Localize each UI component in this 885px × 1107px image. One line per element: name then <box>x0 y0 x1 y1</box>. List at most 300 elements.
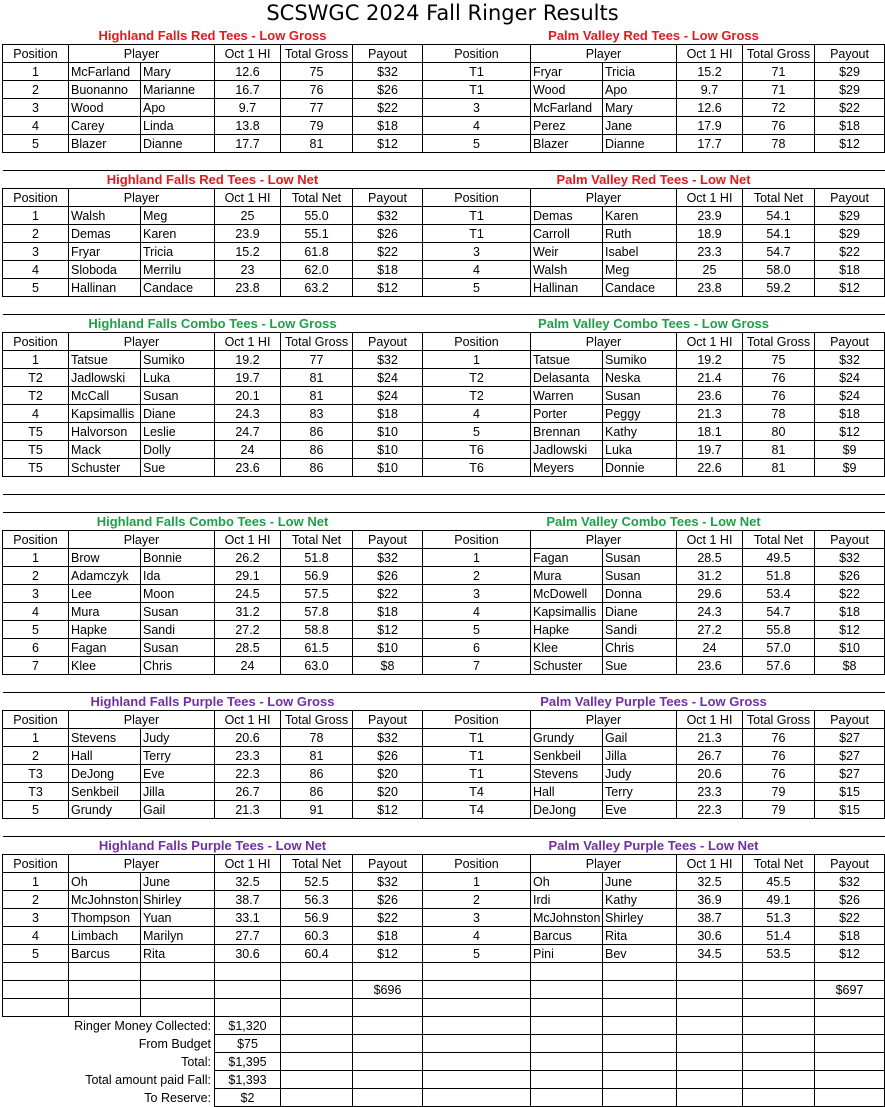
empty-cell <box>815 1089 885 1107</box>
total-cell: 81 <box>281 387 353 405</box>
spacer-row <box>3 675 423 693</box>
total-cell: 52.5 <box>281 873 353 891</box>
table-row <box>3 765 423 783</box>
empty-cell <box>141 153 215 171</box>
payout-total-row <box>423 981 885 999</box>
handicap-cell: 31.2 <box>677 567 743 585</box>
last-name-cell: Jadlowski <box>69 369 141 387</box>
header-total: Total Net <box>281 855 353 873</box>
first-name-cell: Sandi <box>603 621 677 639</box>
total-cell: 81 <box>743 441 815 459</box>
empty-cell <box>815 477 885 495</box>
table-row <box>423 639 885 657</box>
empty-cell <box>603 999 677 1017</box>
spacer-row <box>3 153 423 171</box>
empty-cell <box>353 153 423 171</box>
section-title: Highland Falls Combo Tees - Low Gross <box>88 315 337 331</box>
empty-cell <box>3 981 69 999</box>
first-name-cell: Karen <box>141 225 215 243</box>
header-player: Player <box>69 711 215 729</box>
first-name-cell: Terry <box>603 783 677 801</box>
first-name-cell: June <box>141 873 215 891</box>
column-header-row <box>423 45 885 63</box>
section-title: Palm Valley Combo Tees - Low Net <box>546 513 761 529</box>
last-name-cell: Weir <box>531 243 603 261</box>
payout-total: $696 <box>353 981 423 999</box>
last-name-cell: Wood <box>69 99 141 117</box>
first-name-cell: Sue <box>603 657 677 675</box>
total-cell: 80 <box>743 423 815 441</box>
header-position: Position <box>423 45 531 63</box>
handicap-cell: 18.9 <box>677 225 743 243</box>
empty-cell <box>743 1053 815 1071</box>
empty-cell <box>423 297 531 315</box>
payout-cell: $26 <box>815 891 885 909</box>
payout-cell: $18 <box>353 927 423 945</box>
empty-cell <box>815 297 885 315</box>
empty-cell <box>603 819 677 837</box>
payout-cell: $12 <box>353 135 423 153</box>
first-name-cell: Susan <box>603 567 677 585</box>
position-cell: T2 <box>423 387 531 405</box>
table-row <box>3 423 423 441</box>
handicap-cell: 32.5 <box>215 873 281 891</box>
header-player: Player <box>69 45 215 63</box>
summary-value: $1,393 <box>215 1071 281 1089</box>
total-cell: 75 <box>743 351 815 369</box>
handicap-cell: 23.6 <box>677 657 743 675</box>
spacer-row <box>3 297 423 315</box>
position-cell: T5 <box>3 423 69 441</box>
empty-cell <box>215 999 281 1017</box>
handicap-cell: 29.1 <box>215 567 281 585</box>
table-row <box>3 243 423 261</box>
last-name-cell: Stevens <box>531 765 603 783</box>
empty-cell <box>281 981 353 999</box>
header-payout: Payout <box>353 189 423 207</box>
handicap-cell: 23.8 <box>215 279 281 297</box>
table-row <box>423 549 885 567</box>
total-cell: 51.4 <box>743 927 815 945</box>
handicap-cell: 24.3 <box>215 405 281 423</box>
spacer-row <box>423 1017 885 1035</box>
total-cell: 51.8 <box>743 567 815 585</box>
header-oct-hi: Oct 1 HI <box>215 531 281 549</box>
empty-cell <box>815 963 885 981</box>
handicap-cell: 23.9 <box>677 207 743 225</box>
first-name-cell: Dianne <box>603 135 677 153</box>
empty-cell <box>531 675 603 693</box>
last-name-cell: Lee <box>69 585 141 603</box>
last-name-cell: Walsh <box>531 261 603 279</box>
spacer-row <box>423 297 885 315</box>
total-cell: 58.8 <box>281 621 353 639</box>
empty-cell <box>141 963 215 981</box>
table-row <box>423 441 885 459</box>
first-name-cell: Sumiko <box>603 351 677 369</box>
total-cell: 49.5 <box>743 549 815 567</box>
empty-cell <box>677 819 743 837</box>
first-name-cell: Susan <box>141 603 215 621</box>
total-cell: 81 <box>281 369 353 387</box>
last-name-cell: Schuster <box>531 657 603 675</box>
payout-cell: $9 <box>815 459 885 477</box>
table-row <box>423 729 885 747</box>
first-name-cell: Ida <box>141 567 215 585</box>
section-title-row <box>423 837 885 855</box>
header-total: Total Net <box>743 531 815 549</box>
payout-total: $697 <box>815 981 885 999</box>
payout-cell: $12 <box>353 945 423 963</box>
empty-cell <box>215 819 281 837</box>
header-position: Position <box>423 333 531 351</box>
header-position: Position <box>3 711 69 729</box>
handicap-cell: 27.7 <box>215 927 281 945</box>
table-row <box>3 207 423 225</box>
last-name-cell: Tatsue <box>531 351 603 369</box>
position-cell: 3 <box>423 99 531 117</box>
empty-cell <box>423 1053 531 1071</box>
handicap-cell: 24 <box>215 441 281 459</box>
handicap-cell: 38.7 <box>677 909 743 927</box>
handicap-cell: 21.3 <box>215 801 281 819</box>
empty-cell <box>743 1035 815 1053</box>
position-cell: 4 <box>3 117 69 135</box>
last-name-cell: Fryar <box>531 63 603 81</box>
section-title-row <box>423 513 885 531</box>
position-cell: 3 <box>3 243 69 261</box>
empty-cell <box>743 981 815 999</box>
summary-label: Ringer Money Collected: <box>74 1018 211 1033</box>
summary-row <box>3 1035 423 1053</box>
handicap-cell: 23.3 <box>677 243 743 261</box>
position-cell: 5 <box>3 945 69 963</box>
first-name-cell: Mary <box>603 99 677 117</box>
header-oct-hi: Oct 1 HI <box>215 855 281 873</box>
empty-cell <box>531 1071 603 1089</box>
payout-cell: $12 <box>815 423 885 441</box>
empty-cell <box>815 999 885 1017</box>
section-title: Palm Valley Red Tees - Low Net <box>556 171 751 187</box>
column-header-row <box>423 333 885 351</box>
total-cell: 86 <box>281 459 353 477</box>
empty-cell <box>743 963 815 981</box>
empty-cell <box>3 999 69 1017</box>
empty-cell <box>531 1035 603 1053</box>
table-row <box>423 621 885 639</box>
payout-cell: $27 <box>815 765 885 783</box>
spacer-row <box>423 495 885 513</box>
last-name-cell: Mura <box>531 567 603 585</box>
first-name-cell: Susan <box>603 549 677 567</box>
handicap-cell: 19.2 <box>215 351 281 369</box>
spacer-row <box>3 477 423 495</box>
table-row <box>423 135 885 153</box>
header-total: Total Net <box>743 855 815 873</box>
header-oct-hi: Oct 1 HI <box>677 855 743 873</box>
table-row <box>423 207 885 225</box>
header-player: Player <box>531 189 677 207</box>
position-cell: 4 <box>3 405 69 423</box>
position-cell: 5 <box>423 945 531 963</box>
payout-cell: $24 <box>815 387 885 405</box>
payout-cell: $26 <box>353 81 423 99</box>
header-oct-hi: Oct 1 HI <box>215 189 281 207</box>
first-name-cell: Luka <box>603 441 677 459</box>
section-title: Highland Falls Combo Tees - Low Net <box>96 513 329 529</box>
first-name-cell: Kathy <box>603 423 677 441</box>
position-cell: 4 <box>423 603 531 621</box>
payout-cell: $32 <box>815 873 885 891</box>
header-total: Total Net <box>281 189 353 207</box>
first-name-cell: Susan <box>603 387 677 405</box>
summary-label: To Reserve: <box>144 1090 211 1105</box>
column-header-row <box>3 189 423 207</box>
section-title: Highland Falls Red Tees - Low Net <box>106 171 319 187</box>
section-title: Palm Valley Combo Tees - Low Gross <box>538 315 769 331</box>
payout-cell: $29 <box>815 225 885 243</box>
first-name-cell: Gail <box>141 801 215 819</box>
total-cell: 76 <box>743 765 815 783</box>
payout-cell: $8 <box>815 657 885 675</box>
first-name-cell: Tricia <box>141 243 215 261</box>
last-name-cell: McJohnston <box>531 909 603 927</box>
last-name-cell: Stevens <box>69 729 141 747</box>
position-cell: 5 <box>3 801 69 819</box>
column-header-row <box>423 189 885 207</box>
total-cell: 76 <box>743 747 815 765</box>
header-payout: Payout <box>353 333 423 351</box>
last-name-cell: DeJong <box>531 801 603 819</box>
spacer-row <box>3 963 423 981</box>
first-name-cell: Moon <box>141 585 215 603</box>
position-cell: 2 <box>3 747 69 765</box>
summary-row <box>3 1089 423 1107</box>
header-player: Player <box>69 855 215 873</box>
empty-cell <box>69 819 141 837</box>
first-name-cell: Rita <box>141 945 215 963</box>
column-header-row <box>3 333 423 351</box>
empty-cell <box>215 495 281 513</box>
table-row <box>3 639 423 657</box>
position-cell: T3 <box>3 783 69 801</box>
table-row <box>423 369 885 387</box>
payout-cell: $32 <box>353 873 423 891</box>
summary-label: Total amount paid Fall: <box>85 1072 211 1087</box>
first-name-cell: Luka <box>141 369 215 387</box>
total-cell: 57.6 <box>743 657 815 675</box>
position-cell: 5 <box>423 423 531 441</box>
empty-cell <box>141 819 215 837</box>
last-name-cell: Perez <box>531 117 603 135</box>
header-player: Player <box>531 531 677 549</box>
section-title-row <box>423 315 885 333</box>
empty-cell <box>353 1017 423 1035</box>
empty-cell <box>531 999 603 1017</box>
total-cell: 79 <box>743 783 815 801</box>
header-oct-hi: Oct 1 HI <box>677 531 743 549</box>
payout-cell: $18 <box>353 405 423 423</box>
table-row <box>423 243 885 261</box>
empty-cell <box>531 981 603 999</box>
total-cell: 54.7 <box>743 603 815 621</box>
empty-cell <box>603 495 677 513</box>
empty-cell <box>677 1053 743 1071</box>
empty-cell <box>141 981 215 999</box>
table-row <box>3 441 423 459</box>
summary-row <box>3 1071 423 1089</box>
empty-cell <box>743 1071 815 1089</box>
empty-cell <box>603 1071 677 1089</box>
total-cell: 57.8 <box>281 603 353 621</box>
total-cell: 63.0 <box>281 657 353 675</box>
table-row <box>423 351 885 369</box>
position-cell: 7 <box>423 657 531 675</box>
last-name-cell: Senkbeil <box>531 747 603 765</box>
empty-cell <box>677 477 743 495</box>
empty-cell <box>603 1017 677 1035</box>
last-name-cell: Walsh <box>69 207 141 225</box>
section-title-row <box>3 315 423 333</box>
position-cell: 4 <box>3 927 69 945</box>
header-total: Total Gross <box>743 333 815 351</box>
position-cell: 3 <box>3 99 69 117</box>
position-cell: 5 <box>3 279 69 297</box>
handicap-cell: 12.6 <box>215 63 281 81</box>
section-title-row <box>3 513 423 531</box>
payout-cell: $12 <box>353 279 423 297</box>
first-name-cell: Sumiko <box>141 351 215 369</box>
header-position: Position <box>3 189 69 207</box>
header-player: Player <box>69 333 215 351</box>
empty-cell <box>531 1053 603 1071</box>
summary-value: $1,395 <box>215 1053 281 1071</box>
position-cell: T1 <box>423 747 531 765</box>
handicap-cell: 17.7 <box>677 135 743 153</box>
total-cell: 71 <box>743 81 815 99</box>
position-cell: 1 <box>3 729 69 747</box>
payout-cell: $10 <box>353 441 423 459</box>
table-row <box>3 117 423 135</box>
first-name-cell: Shirley <box>141 891 215 909</box>
empty-cell <box>677 297 743 315</box>
handicap-cell: 27.2 <box>215 621 281 639</box>
empty-cell <box>3 675 69 693</box>
header-position: Position <box>423 189 531 207</box>
header-total: Total Gross <box>281 711 353 729</box>
position-cell: T1 <box>423 63 531 81</box>
first-name-cell: Candace <box>603 279 677 297</box>
handicap-cell: 15.2 <box>215 243 281 261</box>
first-name-cell: Apo <box>141 99 215 117</box>
empty-cell <box>531 1089 603 1107</box>
empty-cell <box>603 981 677 999</box>
total-cell: 76 <box>743 729 815 747</box>
header-total: Total Net <box>281 531 353 549</box>
total-cell: 60.4 <box>281 945 353 963</box>
last-name-cell: Buonanno <box>69 81 141 99</box>
empty-cell <box>531 963 603 981</box>
total-cell: 86 <box>281 783 353 801</box>
table-row <box>423 603 885 621</box>
table-row <box>423 783 885 801</box>
position-cell: T4 <box>423 783 531 801</box>
header-payout: Payout <box>815 45 885 63</box>
header-payout: Payout <box>815 711 885 729</box>
table-row <box>423 405 885 423</box>
first-name-cell: Ruth <box>603 225 677 243</box>
position-cell: T2 <box>423 369 531 387</box>
empty-cell <box>677 675 743 693</box>
total-cell: 79 <box>281 117 353 135</box>
header-payout: Payout <box>353 45 423 63</box>
header-player: Player <box>531 333 677 351</box>
empty-cell <box>423 963 531 981</box>
position-cell: T1 <box>423 765 531 783</box>
header-oct-hi: Oct 1 HI <box>215 333 281 351</box>
table-row <box>3 603 423 621</box>
spacer-row <box>3 819 423 837</box>
spacer-row <box>423 1089 885 1107</box>
table-row <box>423 261 885 279</box>
last-name-cell: Adamczyk <box>69 567 141 585</box>
payout-cell: $18 <box>815 927 885 945</box>
payout-cell: $12 <box>815 945 885 963</box>
table-row <box>3 351 423 369</box>
total-cell: 76 <box>281 81 353 99</box>
payout-cell: $8 <box>353 657 423 675</box>
handicap-cell: 9.7 <box>677 81 743 99</box>
header-oct-hi: Oct 1 HI <box>677 711 743 729</box>
handicap-cell: 15.2 <box>677 63 743 81</box>
handicap-cell: 18.1 <box>677 423 743 441</box>
section-title-row <box>3 171 423 189</box>
table-row <box>423 801 885 819</box>
first-name-cell: Apo <box>603 81 677 99</box>
first-name-cell: Peggy <box>603 405 677 423</box>
empty-cell <box>3 297 69 315</box>
payout-cell: $18 <box>815 117 885 135</box>
first-name-cell: Sue <box>141 459 215 477</box>
table-row <box>3 801 423 819</box>
empty-cell <box>677 1071 743 1089</box>
total-cell: 81 <box>281 747 353 765</box>
table-row <box>423 99 885 117</box>
section-title: Highland Falls Purple Tees - Low Net <box>98 837 327 853</box>
last-name-cell: Brow <box>69 549 141 567</box>
total-cell: 56.3 <box>281 891 353 909</box>
last-name-cell: Blazer <box>69 135 141 153</box>
empty-cell <box>281 297 353 315</box>
last-name-cell: Demas <box>69 225 141 243</box>
first-name-cell: Leslie <box>141 423 215 441</box>
spacer-row <box>423 675 885 693</box>
total-cell: 59.2 <box>743 279 815 297</box>
palm-valley-results <box>422 27 885 1107</box>
empty-cell <box>69 981 141 999</box>
empty-cell <box>281 1089 353 1107</box>
section-title-row <box>3 837 423 855</box>
last-name-cell: McFarland <box>69 63 141 81</box>
last-name-cell: Sloboda <box>69 261 141 279</box>
empty-cell <box>423 675 531 693</box>
position-cell: 1 <box>3 63 69 81</box>
header-oct-hi: Oct 1 HI <box>677 45 743 63</box>
header-total: Total Net <box>743 189 815 207</box>
payout-cell: $20 <box>353 765 423 783</box>
first-name-cell: Diane <box>141 405 215 423</box>
last-name-cell: Jadlowski <box>531 441 603 459</box>
